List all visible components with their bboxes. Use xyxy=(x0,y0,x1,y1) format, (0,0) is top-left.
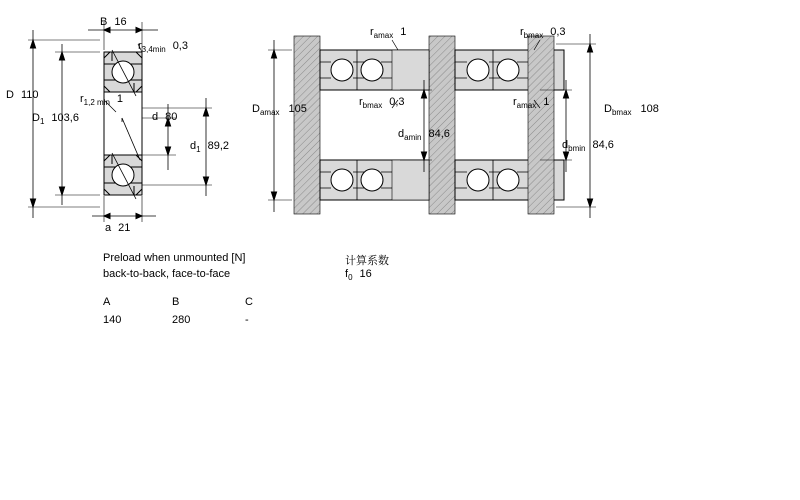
preload-val-b: 280 xyxy=(172,314,191,326)
label-dbmin: $d_{bmin}$ 84,6 xyxy=(562,139,614,154)
label-B: B 16 xyxy=(100,16,127,28)
label-rbmax-mid: $r_{bmax}$ 0,3 xyxy=(359,96,405,111)
label-r34min: $r_{3,4min}$ 0,3 xyxy=(138,40,188,55)
preload-col-b: B xyxy=(172,296,180,308)
label-Dbmax: $D_{bmax}$ 108 xyxy=(604,103,659,118)
label-a: a 21 xyxy=(105,222,131,234)
factor-value: $f_0$ 16 xyxy=(345,268,372,283)
label-D1: $D_1$ 103,6 xyxy=(32,112,79,127)
label-r12min: $r_{1,2 min}$ 1 xyxy=(80,93,124,108)
label-d1: $d_1$ 89,2 xyxy=(190,140,229,155)
preload-val-a: 140 xyxy=(103,314,122,326)
label-d: d 80 xyxy=(152,111,178,123)
label-ramax-top: $r_{amax}$ 1 xyxy=(370,26,407,41)
preload-col-a: A xyxy=(103,296,111,308)
label-D: D 110 xyxy=(6,89,39,101)
right-section-left-pair xyxy=(294,36,455,214)
preload-col-c: C xyxy=(245,296,253,308)
left-section xyxy=(104,50,142,199)
label-ramax-mid: $r_{amax}$ 1 xyxy=(513,96,550,111)
label-damin: $d_{amin}$ 84,6 xyxy=(398,128,450,143)
preload-subtitle: back-to-back, face-to-face xyxy=(103,268,231,280)
right-section-right-pair xyxy=(455,36,564,214)
factor-title: 计算系数 xyxy=(345,255,389,267)
preload-val-c: - xyxy=(245,314,249,326)
label-Damax: $D_{amax}$ 105 xyxy=(252,103,307,118)
label-rbmax-top: $r_{bmax}$ 0,3 xyxy=(520,26,566,41)
preload-title: Preload when unmounted [N] xyxy=(103,252,246,264)
